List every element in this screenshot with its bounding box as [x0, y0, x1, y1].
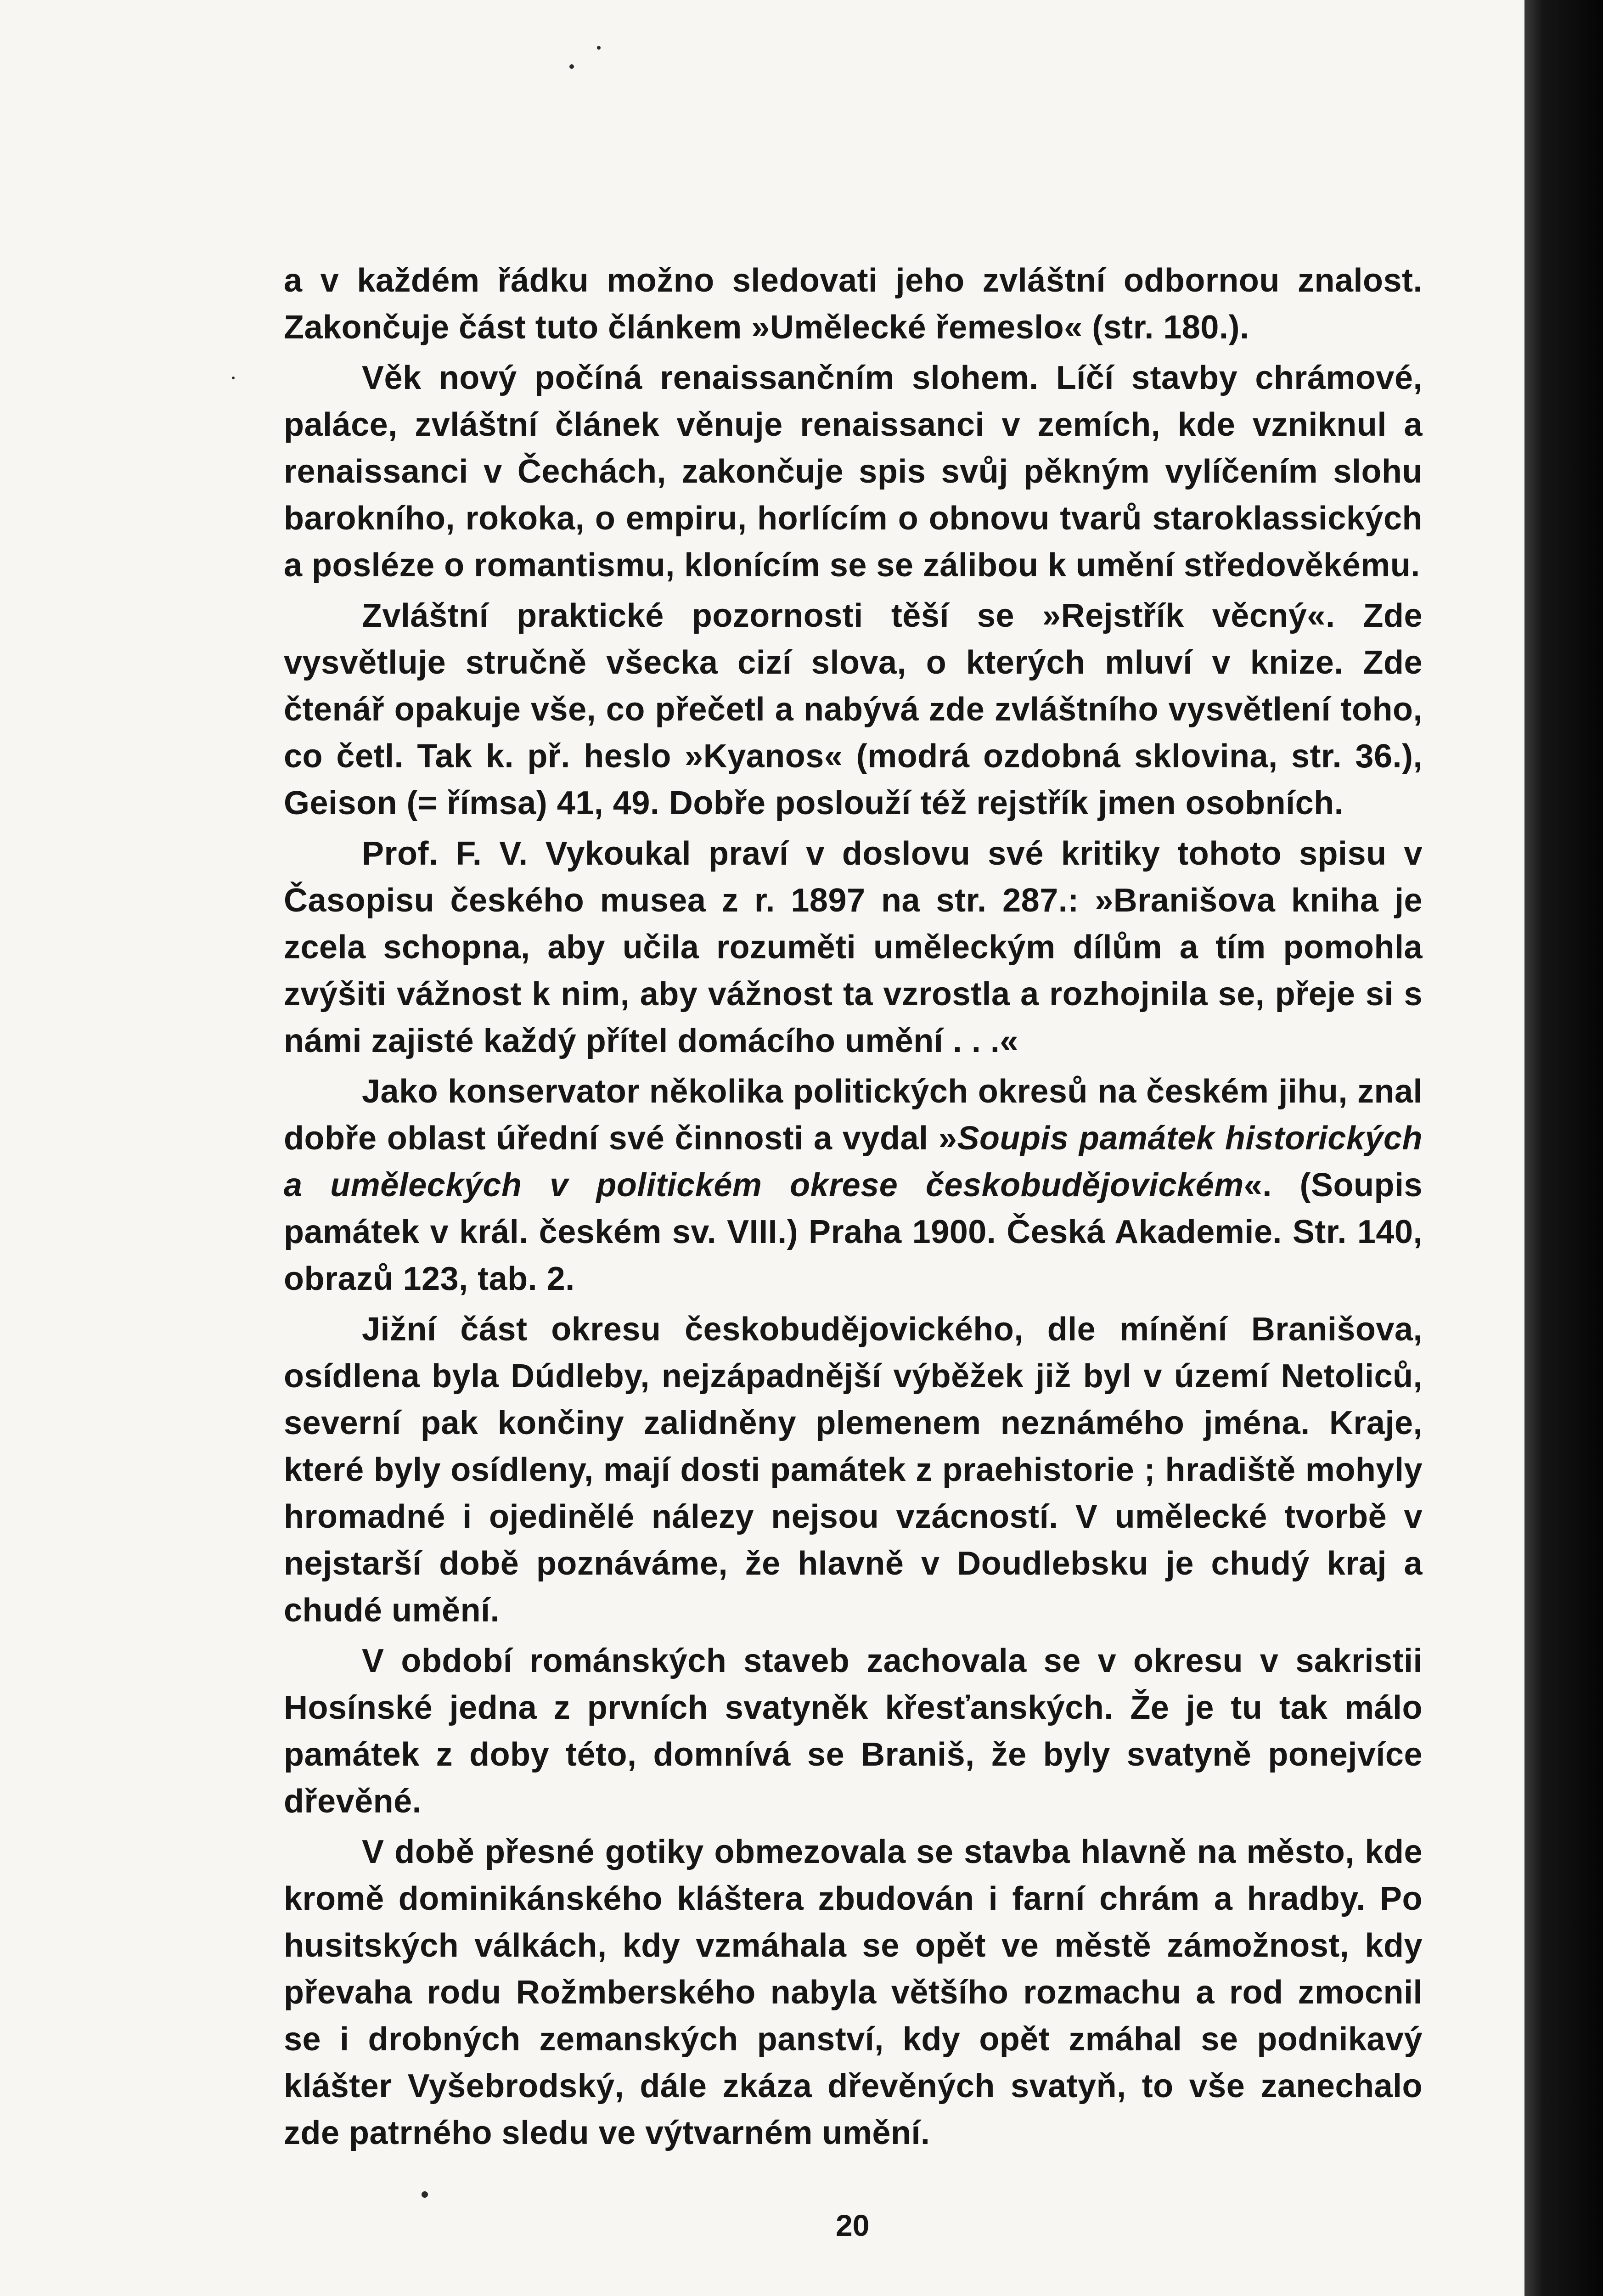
scan-dark-edge — [1524, 0, 1603, 2296]
paragraph-5 — [284, 1068, 1423, 1302]
ink-speck — [232, 377, 235, 379]
paragraph-1: a v každém řádku možno sledovati jeho zvláštní odbornou znalost. Zakončuje část tuto článkem »Umělecké řemeslo« (str. 180.). — [284, 262, 1423, 346]
paragraph-5-after: «. (Soupis památek v král. českém sv. VIII.) Praha 1900. Česká Akademie. Str. 140, obrazů 123, tab. 2. — [284, 1167, 1423, 1297]
body-text — [284, 257, 1423, 2160]
ink-speck — [597, 46, 601, 50]
ink-speck — [569, 64, 574, 69]
paragraph-6: Jižní část okresu českobudějovického, dle mínění Branišova, osídlena byla Dúdleby, nejzápadnější výběžek již byl v území Netoliců, severní pak končiny zalidněny plemenem neznámého jména. Kraje, které byly osídleny, mají dosti památek z praehistorie ; hradiště mohyly hromadné i ojedinělé nálezy nejsou vzácností. V umělecké tvorbě v nejstarší době poznáváme, že hlavně v Doudlebsku je chudý kraj a chudé umění. — [284, 1311, 1423, 1629]
paragraph-7: V období románských staveb zachovala se v okresu v sakristii Hosínské jedna z prvních svatyněk křesťanských. Že je tu tak málo památek z doby této, domnívá se Braniš, že byly svatyně ponejvíce dřevěné. — [284, 1643, 1423, 1820]
paragraph-4: Prof. F. V. Vykoukal praví v doslovu své kritiky tohoto spisu v Časopisu českého musea z r. 1897 na str. 287.: »Branišova kniha je zcela schopna, aby učila rozuměti uměleckým dílům a tím pomohla zvýšiti vážnost k nim, aby vážnost ta vzrostla a rozhojnila se, přeje si s námi zajisté každý přítel domácího umění . . .« — [284, 835, 1423, 1059]
ink-speck — [422, 2191, 428, 2198]
page-number: 20 — [836, 2208, 870, 2242]
paragraph-2: Věk nový počíná renaissančním slohem. Líčí stavby chrámové, paláce, zvláštní článek věnuje renaissanci v zemích, kde vzniknul a renaissanci v Čechách, zakončuje spis svůj pěkným vylíčením slohu barokního, rokoka, o empiru, horlícím o obnovu tvarů staroklassických a posléze o romantismu, klonícím se se zálibou k umění středověkému. — [284, 360, 1423, 584]
paragraph-3: Zvláštní praktické pozornosti těší se »Rejstřík věcný«. Zde vysvětluje stručně všecka cizí slova, o kterých mluví v knize. Zde čtenář opakuje vše, co přečetl a nabývá zde zvláštního vysvětlení toho, co četl. Tak k. př. heslo »Kyanos« (modrá ozdobná sklovina, str. 36.), Geison (= římsa) 41, 49. Dobře poslouží též rejstřík jmen osobních. — [284, 597, 1423, 822]
paragraph-5-before: Jako konservator několika politických okresů na českém jihu, znal dobře oblast úřední své činnosti a vydal » — [284, 1073, 1423, 1157]
book-title-italic: Soupis památek historických a uměleckých v politickém okrese českobudějovickém — [284, 1120, 1423, 1204]
paragraph-8: V době přesné gotiky obmezovala se stavba hlavně na město, kde kromě dominikánského kláštera zbudován i farní chrám a hradby. Po husitských válkách, kdy vzmáhala se opět ve městě zámožnost, kdy převaha rodu Rožmberského nabyla většího rozmachu a rod zmocnil se i drobných zemanských panství, kdy opět zmáhal se podnikavý klášter Vyšebrodský, dále zkáza dřevěných svatyň, to vše zanechalo zde patrného sledu ve výtvarném umění. — [284, 1834, 1423, 2151]
